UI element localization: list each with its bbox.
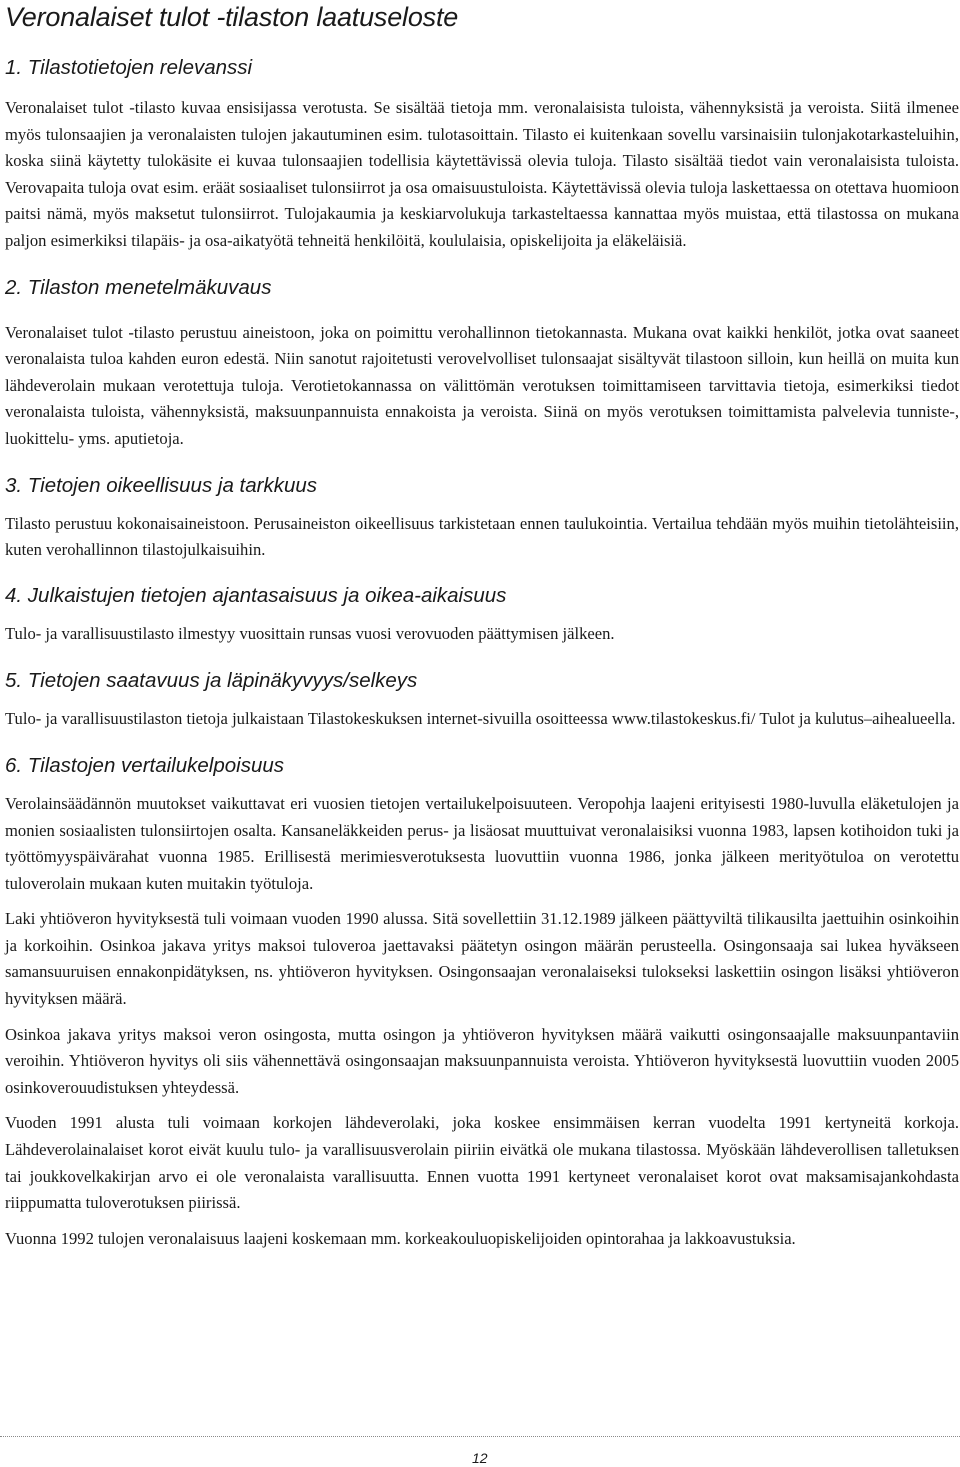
section-heading-vertailukelpoisuus: 6. Tilastojen vertailukelpoisuus (5, 753, 284, 777)
document-title: Veronalaiset tulot -tilaston laatuseloste (5, 2, 459, 32)
section-heading-oikeellisuus: 3. Tietojen oikeellisuus ja tarkkuus (5, 473, 318, 497)
paragraph-menetelmakuvaus: Veronalaiset tulot -tilasto perustuu aineistoon, joka on poimittu verohallinnon tietokannasta. Mukana ovat kaikki henkilöt, jotka ovat saaneet veronalaista tuloa kahden euron edestä. Niin sanotut rajoitetusti verovelvolliset tulonsaajat sisältyvät tilastoon silloin, kun heillä on muita kun lähdeverolain mukaan verotettuja tuloja. Verotietokannassa on välittömän verotuksen toimittamiseen tarvittavia tietoja, esimerkiksi tiedot veronalaista tuloista, vähennyksistä, maksuunpannuista ennakoista ja veroista. Siinä on myös verotuksen toimittamista palvelevia tunniste-, luokittelu- yms. aputietoja. (5, 322, 959, 448)
paragraph-vertailukelpoisuus-5: Vuonna 1992 tulojen veronalaisuus laajeni koskemaan mm. korkeakouluopiskelijoiden opintorahaa ja lakkoavustuksia. (5, 1228, 796, 1248)
document-page (5, 0, 959, 1252)
section-heading-saatavuus: 5. Tietojen saatavuus ja läpinäkyvyys/selkeys (5, 669, 418, 693)
paragraph-vertailukelpoisuus-4: Vuoden 1991 alusta tuli voimaan korkojen lähdeverolaki, joka koskee ensimmäisen kerran vuodelta 1991 kertyneitä korkoja. Lähdeverolainalaiset korot eivät kuulu tulo- ja varallisuusverolain piiriin eivätkä ole mukana tilastossa. Myöskään lähdeverollisen talletuksen tai joukkovelkakirjan arvo ei ole veronalaista varallisuutta. Ennen vuotta 1991 kertyneet veronalaiset korot ovat maksamisajankohdasta riippumatta tuloverotuksen piirissä. (5, 1113, 959, 1213)
paragraph-vertailukelpoisuus-3: Osinkoa jakava yritys maksoi veron osingosta, mutta osingon ja yhtiöveron hyvityksen määrä vaikutti osingonsaajalle maksuunpantaviin veroihin. Yhtiöveron hyvitys oli siis vähennettävä osingonsaajan maksuunpannuista veroista. Yhtiöveron hyvityksestä luovuttiin vuoden 2005 osinkoverouudistuksen yhteydessä. (5, 1024, 959, 1097)
paragraph-vertailukelpoisuus-2: Laki yhtiöveron hyvityksestä tuli voimaan vuoden 1990 alussa. Sitä sovellettiin 31.12.1989 jälkeen päättyviltä tilikausilta jaettuihin osinkoihin ja korkoihin. Osinkoa jakava yritys maksoi tuloveroa jaettavaksi päätetyn osingon määrän perusteella. Osingonsaaja sai lukea hyväkseen samansuuruisen ennakonpidätyksen, ns. yhtiöveron hyvityksen. Osingonsaajan veronalaiseksi tulokseksi laskettiin osingon lisäksi yhtiöveron hyvityksen määrä. (5, 909, 959, 1009)
paragraph-saatavuus: Tulo- ja varallisuustilaston tietoja julkaistaan Tilastokeskuksen internet-sivuilla osoitteessa www.tilastokeskus.fi/ Tulot ja kulutus–aihealueella. (5, 709, 956, 729)
section-heading-relevanssi: 1. Tilastotietojen relevanssi (5, 56, 253, 79)
section-heading-ajantasaisuus: 4. Julkaistujen tietojen ajantasaisuus ja oikea-aikaisuus (5, 583, 507, 607)
paragraph-ajantasaisuus: Tulo- ja varallisuustilasto ilmestyy vuosittain runsas vuosi verovuoden päättymisen jälkeen. (5, 623, 615, 643)
paragraph-vertailukelpoisuus-1: Verolainsäädännön muutokset vaikuttavat eri vuosien tietojen vertailukelpoisuuteen. Veropohja laajeni erityisesti 1980-luvulla eläketulojen ja monien sosiaalisten tulonsiirtojen osalta. Kansaneläkkeiden perus- ja lisäosat muuttuivat veronalaisiksi vuonna 1983, lapsen kotihoidon tuki ja työttömyyspäivärahat vuonna 1985. Erillisestä merimiesverotuksesta luovuttiin vuonna 1986, jonka jälkeen merityötuloa on verotettu tuloverolain mukaan kuten muitakin työtuloja. (5, 793, 959, 893)
page-number: 12 (472, 1450, 488, 1466)
paragraph-oikeellisuus: Tilasto perustuu kokonaisaineistoon. Perusaineiston oikeellisuus tarkistetaan ennen taulukointia. Vertailua tehdään myös muihin tietolähteisiin, kuten verohallinnon tilastojulkaisuihin. (5, 513, 959, 560)
section-heading-menetelmakuvaus: 2. Tilaston menetelmäkuvaus (5, 275, 272, 299)
footer-divider (0, 1436, 960, 1437)
paragraph-relevanssi: Veronalaiset tulot -tilasto kuvaa ensisijassa verotusta. Se sisältää tietoja mm. veronalaisista tuloista, vähennyksistä ja veroista. Siitä ilmenee myös tulonsaajien ja veronalaisten tulojen jakautuminen esim. tulotasoittain. Tilasto ei kuitenkaan sovellu varsinaisiin tulonjakotarkasteluihin, koska siinä käytetty tulokäsite ei kuvaa tulonsaajien todellisia käytettävissä olevia tuloja. Tilasto sisältää tiedot vain veronalaisista tuloista. Verovapaita tuloja ovat esim. eräät sosiaaliset tulonsiirrot ja osa omaisuustuloista. Käytettävissä olevia tuloja laskettaessa on otettava huomioon paitsi nämä, myös maksetut tulonsiirrot. Tulojakaumia ja keskiarvolukuja tarkasteltaessa kannattaa myös muistaa, että tilastossa on mukana paljon esimerkiksi tilapäis- ja osa-aikatyötä tehneitä henkilöitä, koululaisia, opiskelijoita ja eläkeläisiä. (5, 98, 959, 250)
